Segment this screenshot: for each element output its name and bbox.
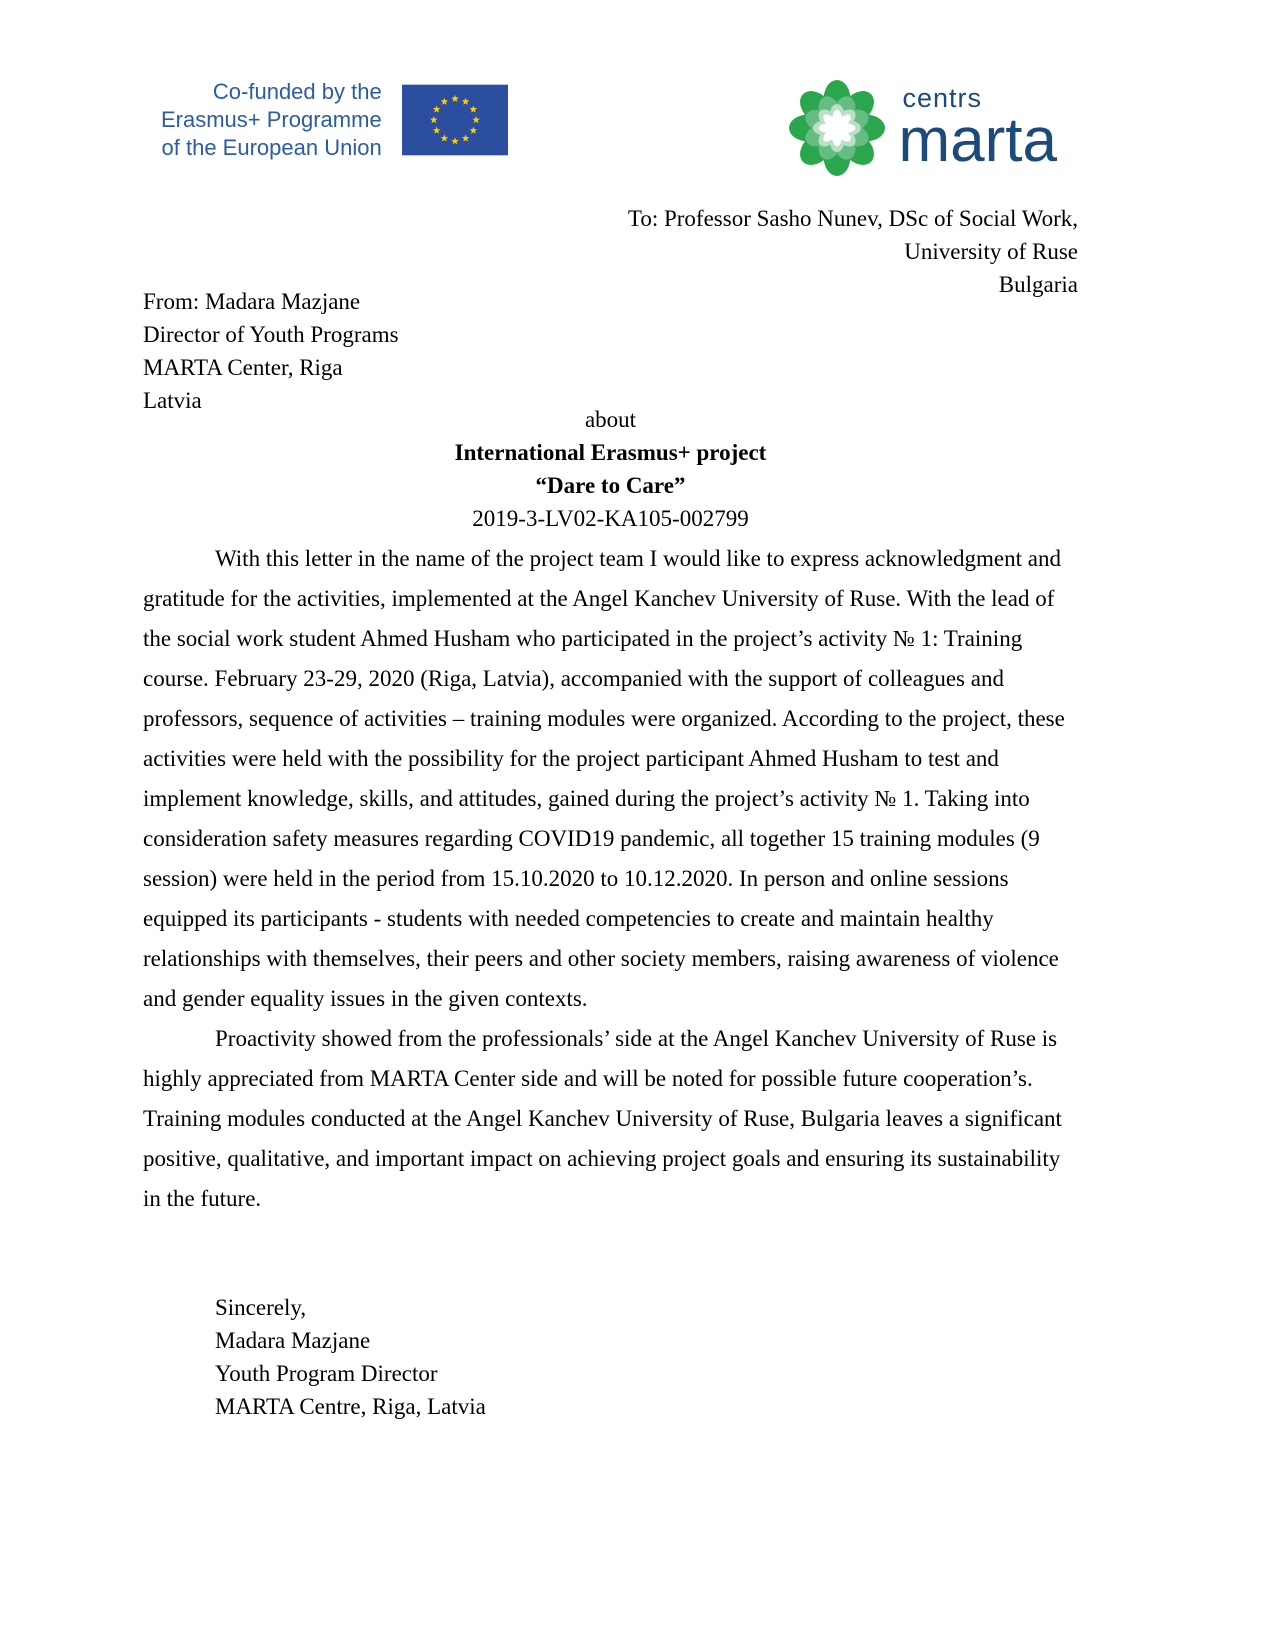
signature-line: Youth Program Director [215,1361,438,1386]
recipient-line: To: Professor Sasho Nunev, DSc of Social Work, [627,206,1078,231]
eu-logo-text-line: Erasmus+ Programme [161,107,382,132]
marta-logo-text [898,82,1057,175]
eu-flag-icon [402,84,508,156]
subject-title-line: “Dare to Care” [535,473,686,498]
sender-line: From: Madara Mazjane [143,289,361,314]
signature-line: Madara Mazjane [215,1328,371,1353]
marta-logo-marta: marta [898,105,1057,175]
sender-line: Director of Youth Programs [143,322,399,347]
subject-block [143,403,1078,535]
eu-logo-text [161,78,382,162]
sender-line: MARTA Center, Riga [143,355,343,380]
letter-body [143,539,1078,1219]
recipient-line: Bulgaria [998,272,1078,297]
recipient-line: University of Ruse [904,239,1078,264]
subject-project-line: International Erasmus+ project [454,440,767,465]
eu-cofunded-logo [161,78,508,162]
sender-line: Latvia [143,388,202,413]
signature-block [215,1291,1078,1423]
marta-flower-icon [789,80,885,176]
marta-logo-centrs: centrs [902,82,983,113]
eu-logo-text-line: Co-funded by the [212,79,382,104]
signature-line: Sincerely, [215,1295,307,1320]
body-paragraph-1: With this letter in the name of the project team I would like to express acknowledgment and gratitude for the activities, implemented at the Angel Kanchev University of Ruse. With the lead of the social work student Ahmed Husham who participated in the project’s activity № 1: Training course. February 23-29, 2020 (Riga, Latvia), accompanied with the support of colleagues and professors, sequence of activities – training modules were organized. According to the project, these activities were held with the possibility for the project participant Ahmed Husham to test and implement knowledge, skills, and attitudes, gained during the project’s activity № 1. Taking into consideration safety measures regarding COVID19 pandemic, all together 15 training modules (9 session) were held in the period from 15.10.2020 to 10.12.2020. In person and online sessions equipped its participants - students with needed competencies to create and maintain healthy relationships with themselves, their peers and other society members, raising awareness of violence and gender equality issues in the given contexts. [143,546,1065,1011]
letter-content [143,202,1078,1423]
sender-block [143,285,1078,417]
subject-about: about [584,407,637,432]
eu-logo-text-line: of the European Union [161,135,382,160]
signature-line: MARTA Centre, Riga, Latvia [215,1394,486,1419]
marta-logo [789,80,1057,176]
body-paragraph-2: Proactivity showed from the professionals’ side at the Angel Kanchev University of Ruse is highly appreciated from MARTA Center side and will be noted for possible future cooperation’s. Training modules conducted at the Angel Kanchev University of Ruse, Bulgaria leaves a significant positive, qualitative, and important impact on achieving project goals and ensuring its sustainability in the future. [143,1026,1062,1211]
subject-project-code: 2019-3-LV02-KA105-002799 [472,506,749,531]
letterhead [143,78,1132,176]
